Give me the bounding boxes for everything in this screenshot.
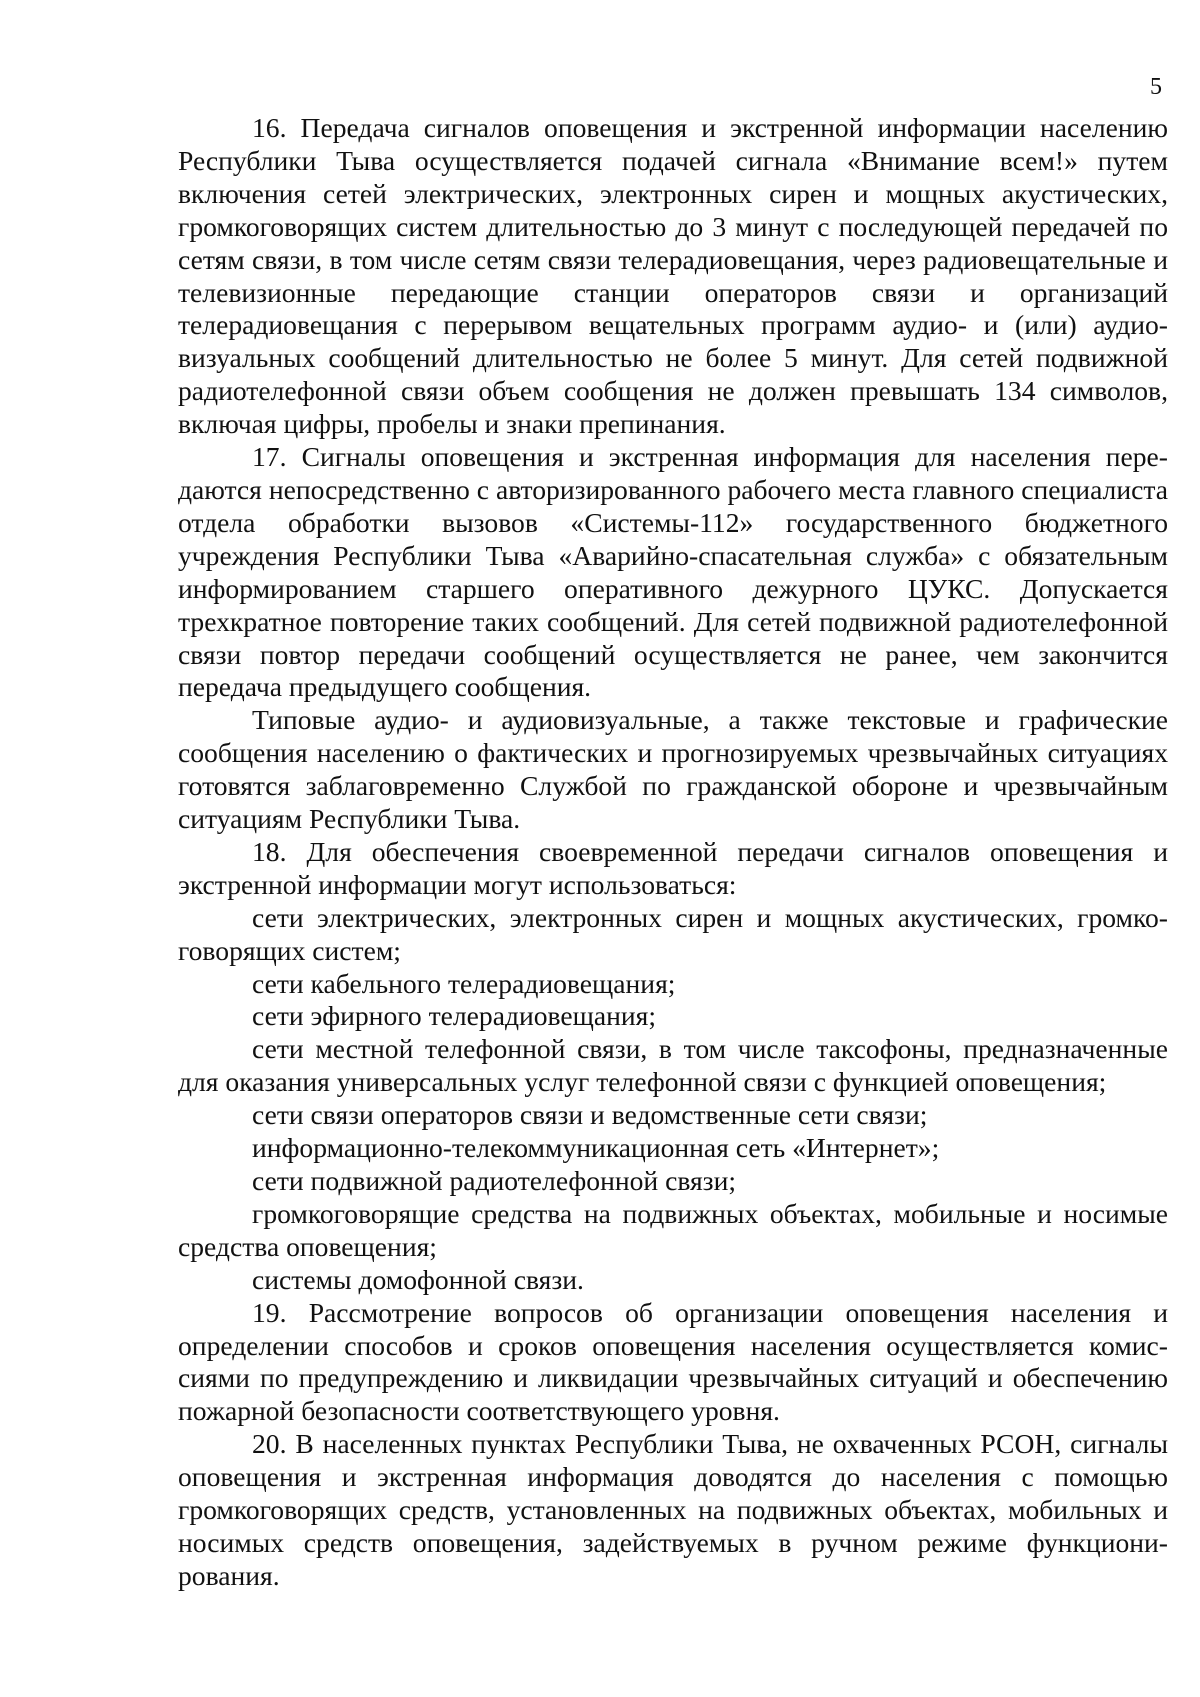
list-item-loudspeakers: громкоговорящие средства на подвижных объектах, мобильные и носимые средства оповещения;: [178, 1197, 1168, 1262]
paragraph-17: 17. Сигналы оповещения и экстренная информация для населения передаются непосредственно с авторизированного рабочего места главного специалиста отдела обработки вызовов «Системы-112» государственного бюджетного учреждения Республики Тыва «Аварийно-спасательная служба» с обязательным информированием старшего оперативного дежурного ЦУКС. Допускается трехкратное повторение таких сообщений. Для сетей подвижной радиотелефонной связи повтор передачи сообщений осуществляется не ранее, чем закончится передача предыдущего сообщения.: [178, 441, 1168, 703]
list-item-operator-networks: сети связи операторов связи и ведомственные сети связи;: [252, 1099, 928, 1131]
list-item-air-broadcast: сети эфирного телерадиовещания;: [252, 1000, 657, 1032]
paragraph-19: 19. Рассмотрение вопросов об организации оповещения населения и определении способов и сроков оповещения населения осуществляется комиссиями по предупреждению и ликвидации чрезвычайных ситуаций и обеспечению пожарной безопасности соответствующего уровня.: [178, 1296, 1168, 1427]
list-item-cable-broadcast: сети кабельного телерадиовещания;: [252, 967, 676, 999]
list-item-sirens: сети электрических, электронных сирен и мощных акустических, громкоговорящих систем;: [178, 901, 1168, 966]
document-body: [178, 112, 1168, 1593]
paragraph-20: 20. В населенных пунктах Республики Тыва, не охваченных РСОН, сигналы оповещения и экстренная информация доводятся до населения с помощью громкоговорящих средств, установленных на подвижных объектах, мобильных и носимых средств оповещения, задействуемых в ручном режиме функционирования.: [178, 1428, 1168, 1591]
paragraph-typical-messages: Типовые аудио- и аудиовизуальные, а также текстовые и графические сообщения населению о фактических и прогнозируемых чрезвычайных ситуациях готовятся заблаговременно Службой по гражданской обороне и чрезвычайным ситуациям Республики Тыва.: [178, 704, 1168, 835]
page-number: 5: [1150, 74, 1162, 100]
paragraph-18: 18. Для обеспечения своевременной передачи сигналов оповещения и экстренной информации могут использоваться:: [178, 835, 1168, 900]
paragraph-16: 16. Передача сигналов оповещения и экстренной информации населению Республики Тыва осуществляется подачей сигнала «Внимание всем!» путем включения сетей электрических, электронных сирен и мощных акустических, громкоговорящих систем длительностью до 3 минут с последующей передачей по сетям связи, в том числе сетям связи телерадиовещания, через радиовещательные и телевизионные передающие станции операторов связи и организаций телерадиовещания с перерывом вещательных программ аудио- и (или) аудиовизуальных сообщений длительностью не более 5 минут. Для сетей подвижной радиотелефонной связи объем сообщения не должен превышать 134 символов, включая цифры, пробелы и знаки препинания.: [178, 112, 1168, 440]
list-item-mobile-networks: сети подвижной радиотелефонной связи;: [252, 1165, 737, 1196]
list-item-intercom: системы домофонной связи.: [252, 1263, 584, 1295]
list-item-local-telephone: сети местной телефонной связи, в том числе таксофоны, предназначенные для оказания универсальных услуг телефонной связи с функцией оповещения;: [178, 1033, 1168, 1098]
list-item-internet: информационно-телекоммуникационная сеть «Интернет»;: [252, 1132, 940, 1164]
